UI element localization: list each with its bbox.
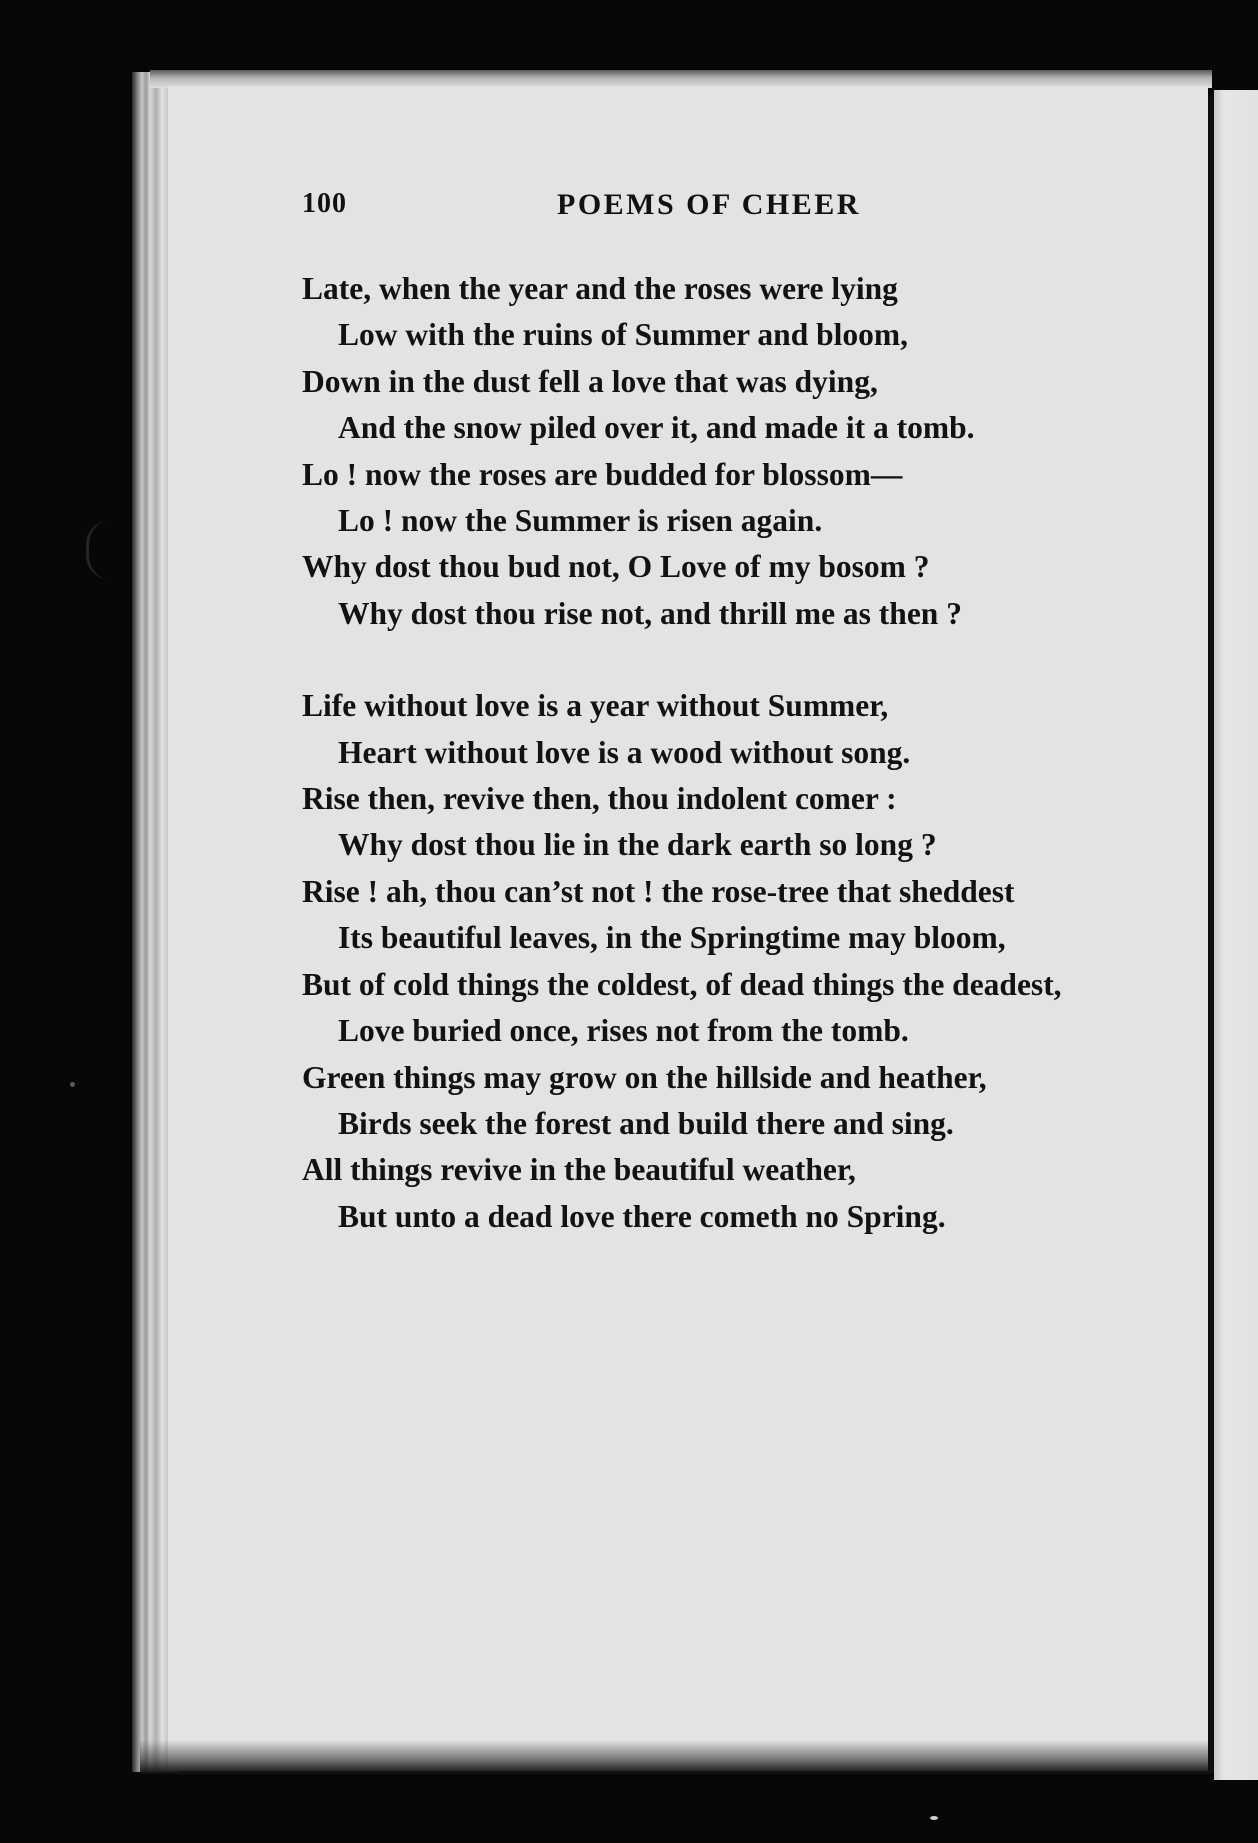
poem-line: Green things may grow on the hillside and heather,	[302, 1059, 987, 1095]
running-head	[302, 188, 892, 228]
poem-line: Birds seek the forest and build there and sing.	[338, 1105, 954, 1141]
running-title: POEMS OF CHEER	[557, 188, 861, 221]
dust-speck	[70, 1082, 75, 1087]
poem-line: But of cold things the coldest, of dead things the deadest,	[302, 966, 1062, 1002]
poem-body	[302, 266, 1182, 1240]
poem-line: Down in the dust fell a love that was dying,	[302, 363, 878, 399]
poem-line: Life without love is a year without Summer,	[302, 688, 889, 724]
poem-line: Why dost thou lie in the dark earth so long ?	[338, 827, 937, 863]
poem-line: Heart without love is a wood without song.	[338, 734, 911, 770]
facing-page-edge	[1214, 90, 1258, 1780]
page-bottom-edge	[140, 1740, 1212, 1774]
poem-line: All things revive in the beautiful weather,	[302, 1152, 856, 1188]
poem-line: Its beautiful leaves, in the Springtime may bloom,	[338, 920, 1006, 956]
dust-speck	[930, 1816, 938, 1820]
poem-line: Late, when the year and the roses were lying	[302, 271, 898, 306]
poem-line: Lo ! now the Summer is risen again.	[338, 503, 823, 539]
poem-line: Low with the ruins of Summer and bloom,	[338, 317, 908, 353]
stanza	[302, 683, 1182, 1240]
poem-line: Why dost thou rise not, and thrill me as then ?	[338, 595, 962, 631]
poem-line: And the snow piled over it, and made it a tomb.	[338, 410, 975, 446]
margin-mark	[86, 520, 111, 580]
stanza	[302, 266, 1182, 637]
poem-line: But unto a dead love there cometh no Spring.	[338, 1198, 946, 1234]
poem-line: Love buried once, rises not from the tomb.	[338, 1013, 909, 1049]
poem-line: Rise then, revive then, thou indolent comer :	[302, 781, 897, 817]
poem-line: Why dost thou bud not, O Love of my bosom ?	[302, 549, 930, 585]
page-number: 100	[302, 188, 347, 219]
poem-line: Lo ! now the roses are budded for blossom—	[302, 456, 903, 492]
poem-line: Rise ! ah, thou can’st not ! the rose-tree that sheddest	[302, 873, 1015, 909]
